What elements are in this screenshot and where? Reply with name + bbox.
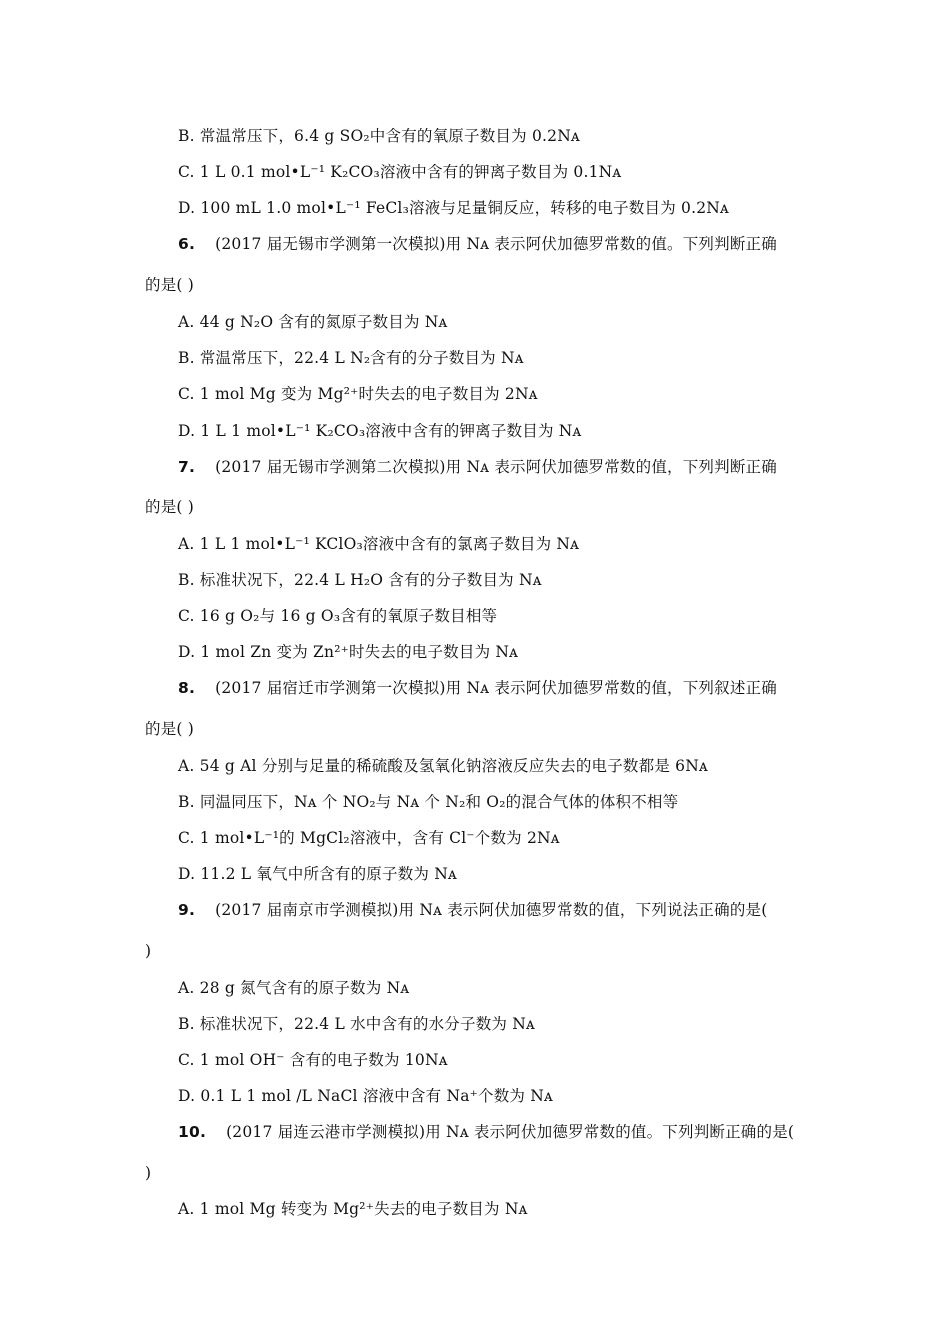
answer-option: D. 100 mL 1.0 mol•L⁻¹ FeCl₃溶液与足量铜反应，转移的电子数目为 0.2Nᴀ — [178, 199, 729, 217]
question-number: 6. — [178, 235, 196, 253]
question-number: 9. — [178, 901, 196, 919]
question-stem — [178, 234, 777, 254]
question-stem — [178, 1122, 794, 1142]
question-number: 10. — [178, 1123, 207, 1141]
question-continuation: 的是( ) — [145, 276, 195, 294]
answer-option: A. 1 mol Mg 转变为 Mg²⁺失去的电子数目为 Nᴀ — [178, 1200, 528, 1218]
answer-option: C. 1 mol OH⁻ 含有的电子数为 10Nᴀ — [178, 1051, 448, 1069]
answer-option: A. 44 g N₂O 含有的氮原子数目为 Nᴀ — [178, 313, 448, 331]
question-text: (2017 届宿迁市学测第一次模拟)用 Nᴀ 表示阿伏加德罗常数的值，下列叙述正确 — [215, 679, 777, 697]
answer-option: C. 1 mol Mg 变为 Mg²⁺时失去的电子数目为 2Nᴀ — [178, 385, 538, 403]
answer-option: C. 1 L 0.1 mol•L⁻¹ K₂CO₃溶液中含有的钾离子数目为 0.1Nᴀ — [178, 163, 622, 181]
question-continuation: ) — [145, 942, 152, 960]
question-text: (2017 届无锡市学测第一次模拟)用 Nᴀ 表示阿伏加德罗常数的值。下列判断正确 — [215, 235, 777, 253]
answer-option: B. 标准状况下，22.4 L H₂O 含有的分子数目为 Nᴀ — [178, 571, 542, 589]
answer-option: C. 16 g O₂与 16 g O₃含有的氧原子数目相等 — [178, 607, 498, 625]
question-text: (2017 届无锡市学测第二次模拟)用 Nᴀ 表示阿伏加德罗常数的值，下列判断正确 — [215, 458, 777, 476]
answer-option: D. 1 L 1 mol•L⁻¹ K₂CO₃溶液中含有的钾离子数目为 Nᴀ — [178, 422, 582, 440]
answer-option: D. 0.1 L 1 mol /L NaCl 溶液中含有 Na⁺个数为 Nᴀ — [178, 1087, 553, 1105]
question-stem — [178, 900, 767, 920]
question-continuation: 的是( ) — [145, 720, 195, 738]
question-continuation: ) — [145, 1164, 152, 1182]
answer-option: D. 1 mol Zn 变为 Zn²⁺时失去的电子数目为 Nᴀ — [178, 643, 519, 661]
answer-option: B. 同温同压下，Nᴀ 个 NO₂与 Nᴀ 个 N₂和 O₂的混合气体的体积不相等 — [178, 793, 679, 811]
answer-option: B. 常温常压下，6.4 g SO₂中含有的氧原子数目为 0.2Nᴀ — [178, 127, 580, 145]
answer-option: B. 标准状况下，22.4 L 水中含有的水分子数为 Nᴀ — [178, 1015, 535, 1033]
answer-option: A. 28 g 氮气含有的原子数为 Nᴀ — [178, 979, 410, 997]
answer-option: D. 11.2 L 氧气中所含有的原子数为 Nᴀ — [178, 865, 457, 883]
question-text: (2017 届连云港市学测模拟)用 Nᴀ 表示阿伏加德罗常数的值。下列判断正确的是( — [226, 1123, 795, 1141]
question-text: (2017 届南京市学测模拟)用 Nᴀ 表示阿伏加德罗常数的值，下列说法正确的是( — [215, 901, 768, 919]
answer-option: A. 1 L 1 mol•L⁻¹ KClO₃溶液中含有的氯离子数目为 Nᴀ — [178, 535, 580, 553]
question-stem — [178, 457, 777, 477]
answer-option: A. 54 g Al 分别与足量的稀硫酸及氢氧化钠溶液反应失去的电子数都是 6Nᴀ — [178, 757, 708, 775]
answer-option: C. 1 mol•L⁻¹的 MgCl₂溶液中，含有 Cl⁻个数为 2Nᴀ — [178, 829, 560, 847]
question-number: 7. — [178, 458, 196, 476]
question-stem — [178, 678, 777, 698]
question-continuation: 的是( ) — [145, 498, 195, 516]
question-number: 8. — [178, 679, 196, 697]
answer-option: B. 常温常压下，22.4 L N₂含有的分子数目为 Nᴀ — [178, 349, 524, 367]
